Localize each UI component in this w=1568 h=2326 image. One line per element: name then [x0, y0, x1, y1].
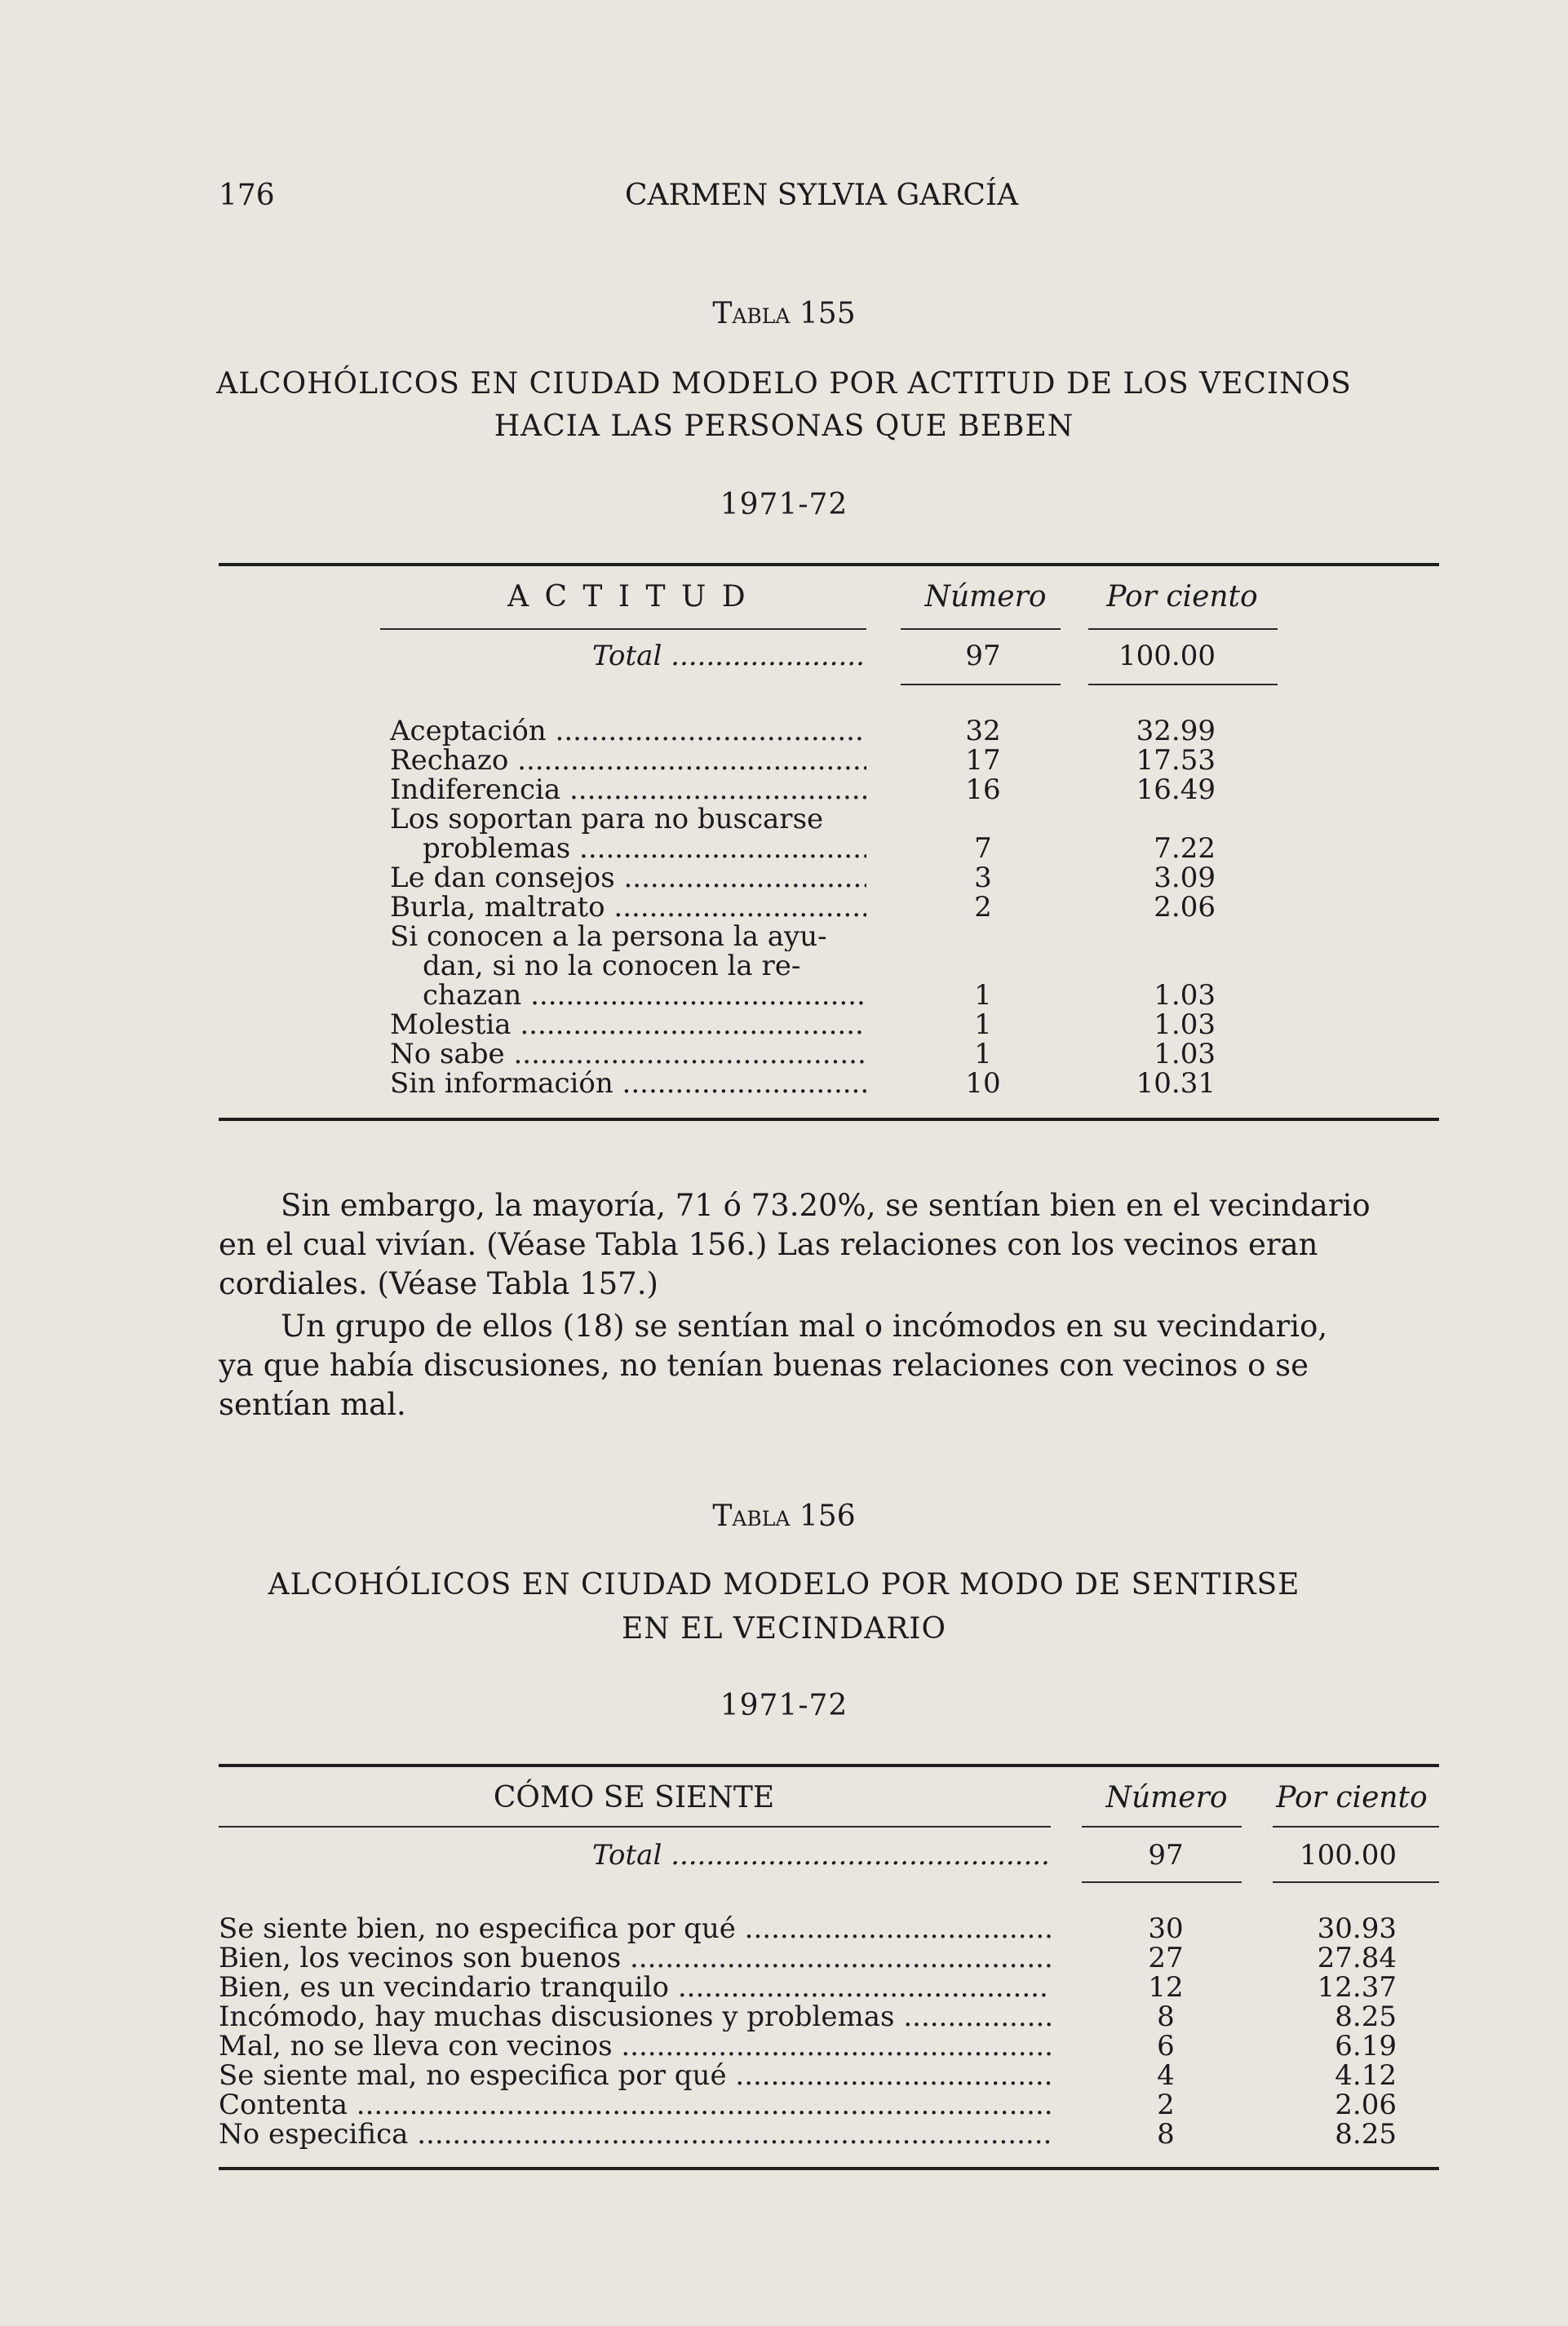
- table156-col-number: Número: [1105, 1781, 1228, 1814]
- table155-row-percent: 1.03: [1154, 1038, 1216, 1070]
- table156-top-rule: [219, 1764, 1439, 1767]
- table156-row-number: 6: [1157, 2030, 1175, 2062]
- table155-row-number: 7: [974, 832, 992, 865]
- table156-row-label: No especifica .....: [219, 2120, 1051, 2149]
- table155-row-label-line1: Los soportan para no buscarse: [390, 804, 824, 834]
- table155-row-percent: 32.99: [1136, 715, 1216, 747]
- table156-label: [0, 1500, 1568, 1533]
- table155-label: [0, 297, 1568, 330]
- table156-label-word: Tabla: [712, 1500, 791, 1533]
- table155-row-number: 1: [974, 1008, 992, 1041]
- table155-col-attitude-rule: [380, 628, 866, 630]
- table156-total-percent-rule: [1273, 1881, 1439, 1883]
- table156-bottom-rule: [219, 2167, 1439, 2170]
- table155-row-label: problemas .....: [423, 834, 866, 863]
- table156-col-percent: Por ciento: [1276, 1781, 1428, 1814]
- table156-row-label: Contenta .....: [219, 2090, 1051, 2120]
- table155-row-percent: 10.31: [1136, 1067, 1216, 1100]
- table156-title-line1: ALCOHÓLICOS EN CIUDAD MODELO POR MODO DE SENTIRSE: [268, 1568, 1300, 1602]
- table156-total-label: Total .....: [592, 1841, 1051, 1870]
- table155-row-label: Molestia .....: [390, 1010, 866, 1039]
- table156-row-number: 8: [1157, 2118, 1175, 2151]
- body-paragraph-1-line-2: en el cual vivían. (Véase Tabla 156.) Las relaciones con los vecinos eran: [219, 1227, 1318, 1262]
- body-paragraph-2-line-1: Un grupo de ellos (18) se sentían mal o incómodos en su vecindario,: [281, 1309, 1328, 1344]
- table155-row-percent: 16.49: [1136, 773, 1216, 806]
- table156-col-how-feels: CÓMO SE SIENTE: [493, 1781, 775, 1814]
- table156-row-label: Bien, es un vecindario tranquilo .....: [219, 1973, 1051, 2002]
- table155-row-number: 1: [974, 979, 992, 1012]
- table155-row-number: 2: [974, 891, 992, 924]
- table156-col-how-feels-rule: [219, 1826, 1051, 1828]
- table156-year: 1971-72: [720, 1689, 848, 1722]
- table156-row-label: Se siente mal, no especifica por qué .....: [219, 2061, 1051, 2090]
- table156-row-number: 30: [1148, 1912, 1184, 1945]
- table156-total-number: 97: [1148, 1839, 1184, 1872]
- table156-title-line2: EN EL VECINDARIO: [621, 1612, 947, 1646]
- table155-row-label-line1: Si conocen a la persona la ayu-: [390, 922, 827, 951]
- table156-row-percent: 30.93: [1317, 1912, 1397, 1945]
- table156-row-number: 4: [1157, 2059, 1175, 2092]
- table155-row-percent: 3.09: [1154, 862, 1216, 894]
- table155-col-number-rule: [901, 628, 1061, 630]
- table155-row-label-line2: dan, si no la conocen la re-: [423, 951, 801, 981]
- table155-total-percent-rule: [1088, 684, 1278, 685]
- table156-row-label: Incómodo, hay muchas discusiones y problemas .....: [219, 2002, 1051, 2031]
- body-paragraph-1-line-1: Sin embargo, la mayoría, 71 ó 73.20%, se sentían bien en el vecindario: [281, 1188, 1371, 1223]
- table156-row-percent: 8.25: [1335, 2000, 1397, 2033]
- table156-row-percent: 2.06: [1335, 2089, 1397, 2121]
- table155-number: 155: [799, 297, 856, 330]
- running-head-author: CARMEN SYLVIA GARCÍA: [625, 179, 1019, 212]
- body-paragraph-2-line-2: ya que había discusiones, no tenían buenas relaciones con vecinos o se: [219, 1348, 1309, 1383]
- table155-row-number: 1: [974, 1038, 992, 1070]
- table155-col-percent-rule: [1088, 628, 1278, 630]
- table155-row-percent: 2.06: [1154, 891, 1216, 924]
- table155-total-number: 97: [965, 640, 1001, 672]
- body-paragraph-1-line-3: cordiales. (Véase Tabla 157.): [219, 1266, 658, 1301]
- table156-row-label: Mal, no se lleva con vecinos .....: [219, 2031, 1051, 2061]
- table156-col-percent-rule: [1273, 1826, 1439, 1828]
- table156-row-percent: 4.12: [1335, 2059, 1397, 2092]
- table155-total-label: Total .....: [592, 641, 866, 671]
- table155-row-label: Indiferencia .....: [390, 775, 866, 804]
- table156-total-number-rule: [1082, 1881, 1242, 1883]
- table155-total-percent: 100.00: [1118, 640, 1216, 672]
- table156-row-number: 2: [1157, 2089, 1175, 2121]
- table156-row-number: 12: [1148, 1971, 1184, 2004]
- table155-row-label: Le dan consejos .....: [390, 863, 866, 893]
- table156-row-label: Bien, los vecinos son buenos .....: [219, 1943, 1051, 1973]
- table156-number: 156: [799, 1500, 856, 1533]
- table155-row-number: 3: [974, 862, 992, 894]
- table156-total-percent: 100.00: [1300, 1839, 1397, 1872]
- table155-row-label: Sin información .....: [390, 1069, 866, 1098]
- table155-col-percent: Por ciento: [1106, 580, 1258, 614]
- table155-row-label: Burla, maltrato .....: [390, 893, 866, 922]
- table155-row-label: Aceptación .....: [390, 716, 866, 746]
- table155-row-number: 17: [965, 744, 1001, 777]
- table155-col-number: Número: [924, 580, 1047, 614]
- table155-row-number: 10: [965, 1067, 1001, 1100]
- table155-top-rule: [219, 563, 1439, 566]
- table155-row-label: No sabe .....: [390, 1039, 866, 1069]
- table155-row-percent: 17.53: [1136, 744, 1216, 777]
- body-paragraph-2-line-3: sentían mal.: [219, 1387, 406, 1422]
- table155-row-number: 32: [965, 715, 1001, 747]
- table156-row-percent: 8.25: [1335, 2118, 1397, 2151]
- table156-row-label: Se siente bien, no especifica por qué .....: [219, 1914, 1051, 1943]
- table155-title-line1: ALCOHÓLICOS EN CIUDAD MODELO POR ACTITUD DE LOS VECINOS: [216, 367, 1352, 401]
- table156-col-number-rule: [1082, 1826, 1242, 1828]
- table156-row-percent: 27.84: [1317, 1942, 1397, 1974]
- table156-row-percent: 12.37: [1317, 1971, 1397, 2004]
- table155-row-number: 16: [965, 773, 1001, 806]
- table155-row-label: chazan .....: [423, 981, 866, 1010]
- table155-col-attitude: A C T I T U D: [507, 580, 749, 614]
- table155-label-word: Tabla: [712, 297, 791, 330]
- table156-row-number: 8: [1157, 2000, 1175, 2033]
- table155-row-percent: 7.22: [1154, 832, 1216, 865]
- table155-row-percent: 1.03: [1154, 1008, 1216, 1041]
- table156-row-percent: 6.19: [1335, 2030, 1397, 2062]
- table155-row-percent: 1.03: [1154, 979, 1216, 1012]
- table155-bottom-rule: [219, 1118, 1439, 1121]
- table155-title-line2: HACIA LAS PERSONAS QUE BEBEN: [494, 410, 1074, 443]
- table155-total-number-rule: [901, 684, 1061, 685]
- table156-row-number: 27: [1148, 1942, 1184, 1974]
- table155-year: 1971-72: [720, 488, 848, 521]
- table155-row-label: Rechazo .....: [390, 746, 866, 775]
- page-number: 176: [219, 179, 275, 212]
